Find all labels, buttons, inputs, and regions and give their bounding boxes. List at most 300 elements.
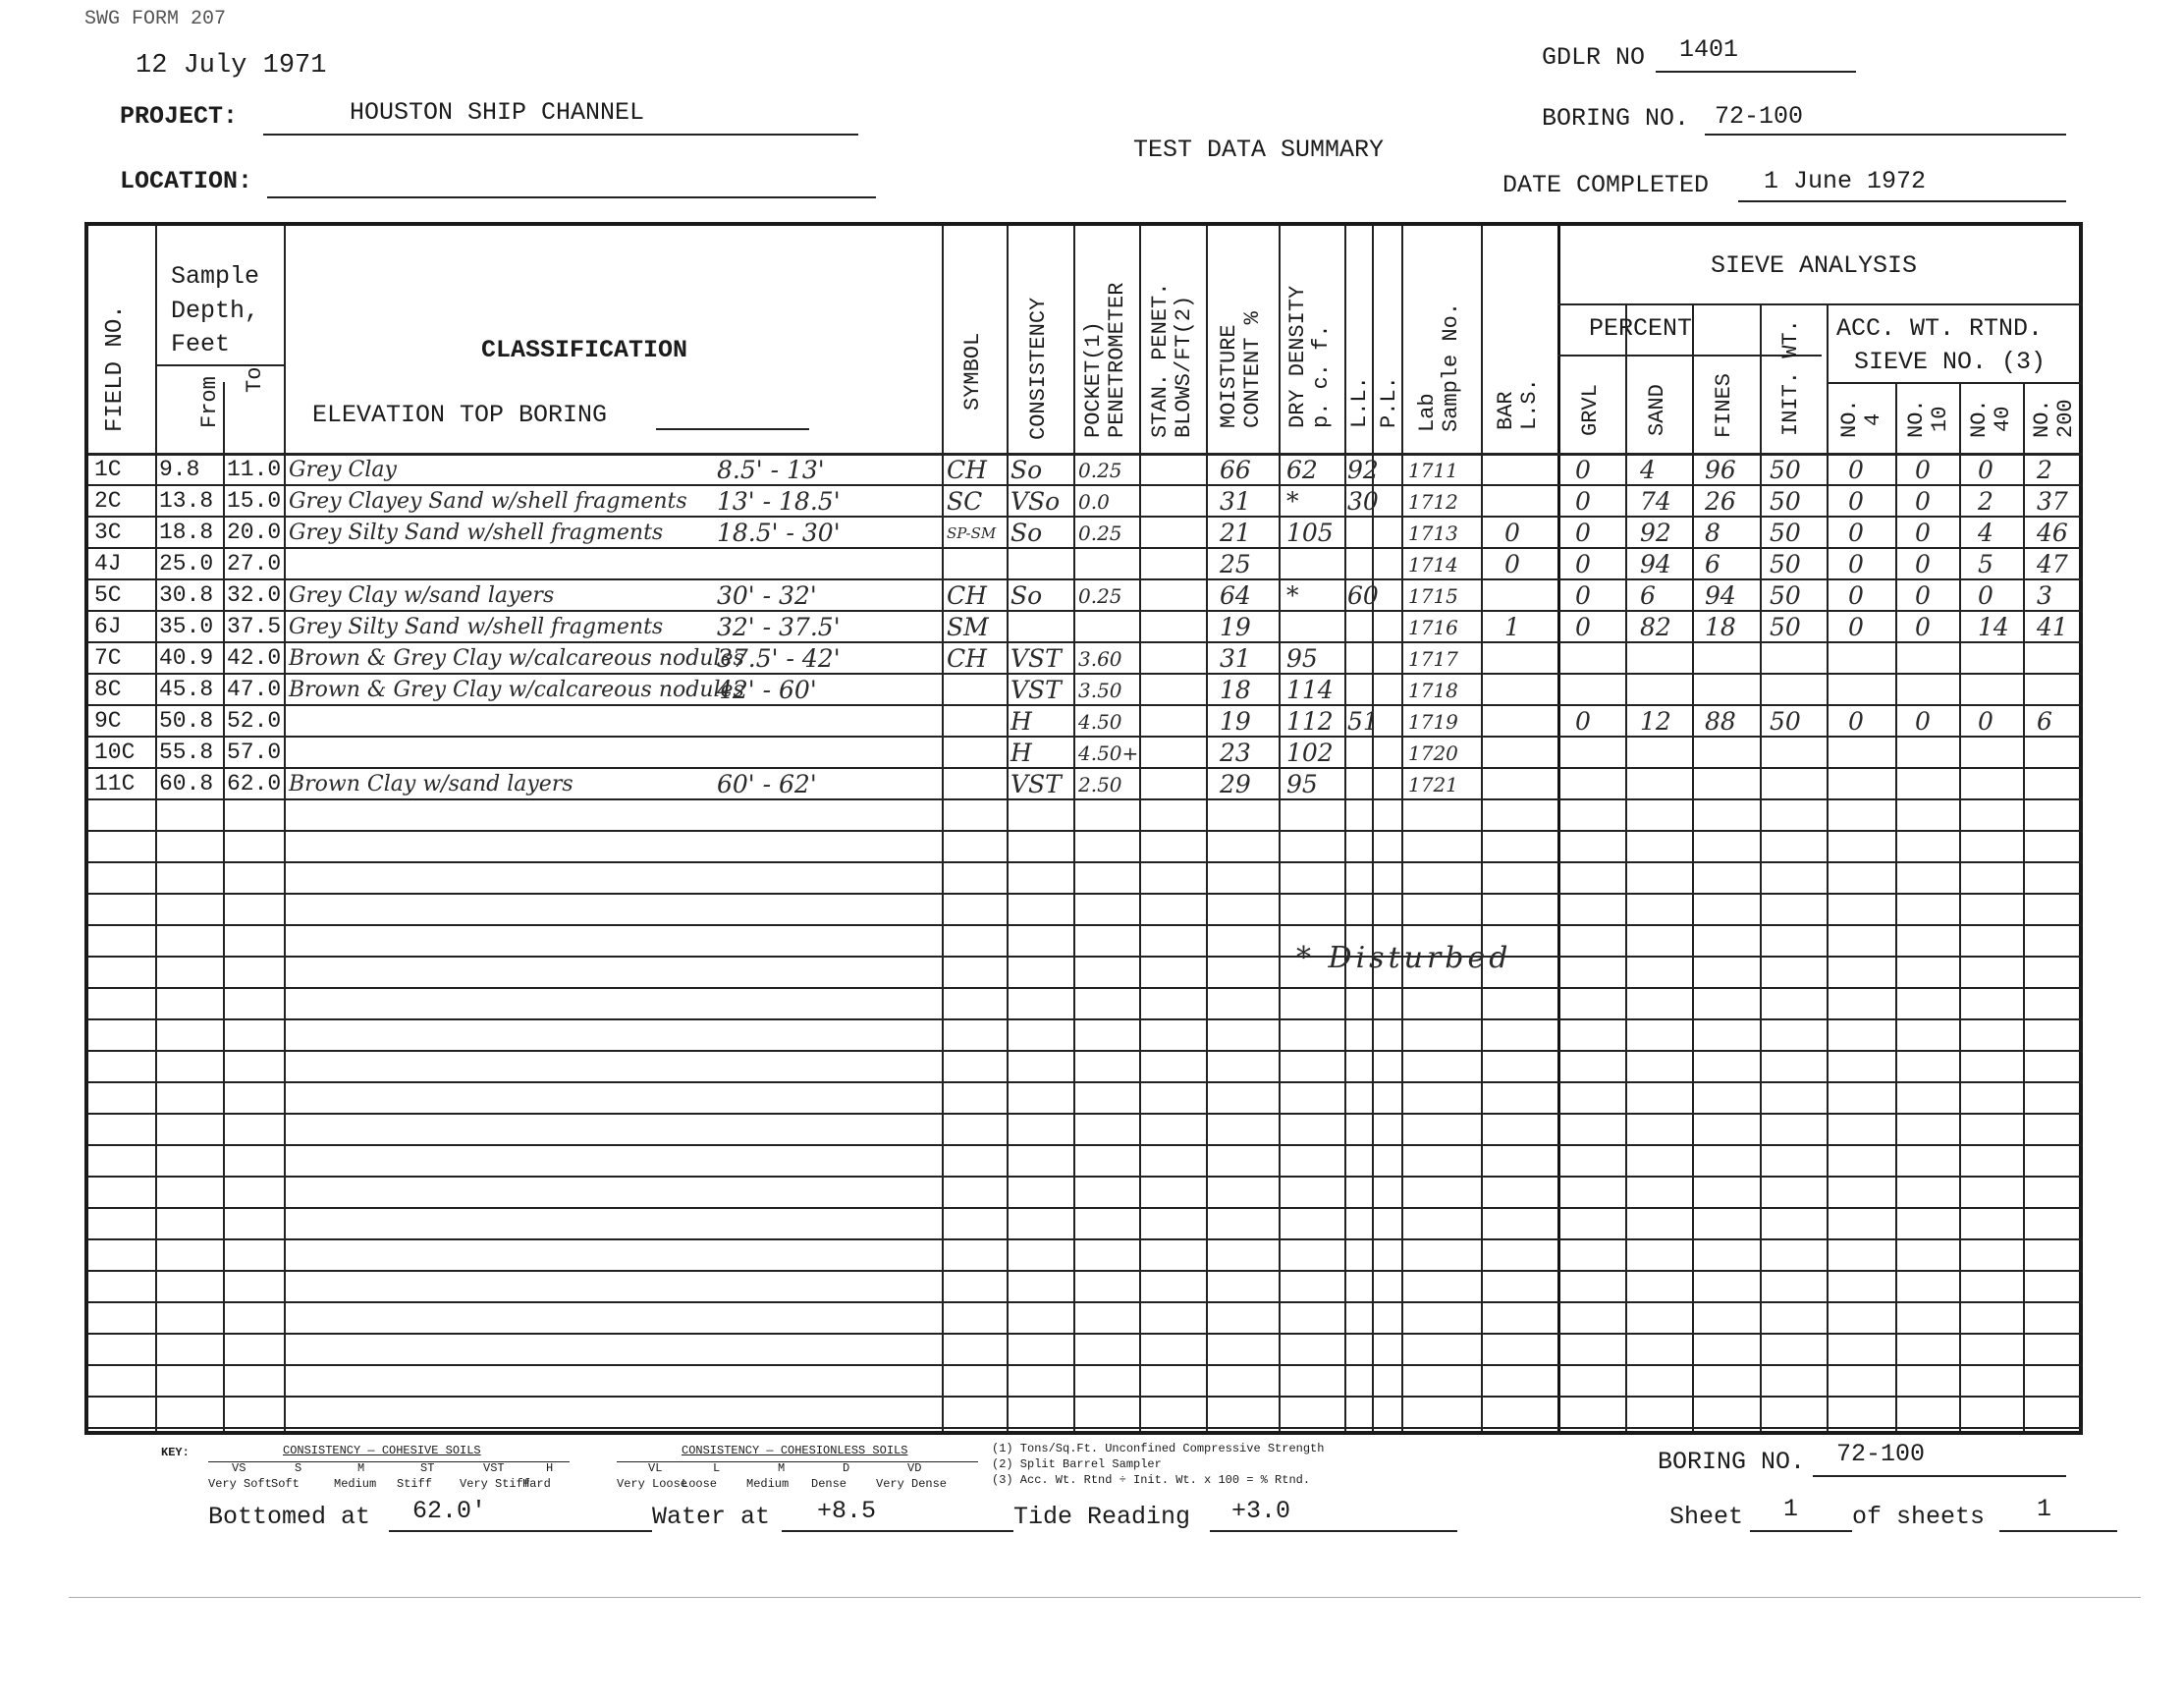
header-classification: CLASSIFICATION — [481, 336, 688, 364]
col-divider — [284, 226, 286, 1431]
cell-n10: 0 — [1915, 550, 1931, 578]
cell-n4: 0 — [1848, 456, 1864, 484]
cell-class: Grey Silty Sand w/shell fragments — [289, 521, 664, 545]
note-1: (1) Tons/Sq.Ft. Unconfined Compressive Strength — [992, 1442, 1325, 1455]
header-line — [1827, 382, 2083, 384]
header-field-no: FIELD NO. — [102, 304, 129, 432]
cell-n10: 0 — [1915, 581, 1931, 610]
header-ll: L.L. — [1347, 376, 1372, 428]
header-acc-wt: ACC. WT. RTND. — [1836, 314, 2044, 343]
cell-field: 8C — [94, 677, 122, 702]
header-bar: BAR — [1494, 391, 1518, 430]
cell-moist: 64 — [1220, 581, 1251, 610]
cell-grvl: 0 — [1575, 456, 1591, 484]
cell-class: Grey Clay — [289, 458, 397, 482]
cohesionless-name-1: Loose — [682, 1477, 718, 1491]
cell-field: 10C — [94, 740, 136, 765]
row-line — [88, 1018, 2083, 1020]
col-divider — [223, 382, 225, 1431]
header-from: From — [197, 376, 222, 428]
cohesionless-abbr-2: M — [778, 1461, 786, 1475]
cell-symbol: CH — [947, 456, 987, 484]
cell-n10: 0 — [1915, 707, 1931, 736]
water-underline — [782, 1530, 1013, 1532]
cell-dry: 95 — [1286, 644, 1318, 673]
cell-grvl: 0 — [1575, 581, 1591, 610]
gdlr-label: GDLR NO — [1542, 43, 1646, 72]
cell-sand: 92 — [1640, 519, 1671, 547]
cell-field: 2C — [94, 488, 122, 514]
boring-value: 72-100 — [1715, 102, 1804, 131]
cell-n10: 0 — [1915, 613, 1931, 641]
row-line — [88, 1427, 2083, 1429]
cell-from: 40.9 — [159, 645, 214, 671]
cell-from: 30.8 — [159, 582, 214, 608]
cell-fines: 94 — [1705, 581, 1736, 610]
date-label: DATE COMPLETED — [1502, 171, 1710, 199]
cell-dry: 62 — [1286, 456, 1318, 484]
cell-dry: 114 — [1286, 676, 1334, 704]
cell-dry: 102 — [1286, 739, 1334, 767]
col-divider — [1139, 226, 1141, 1431]
footer-boring-underline — [1813, 1475, 2066, 1477]
row-line — [88, 1333, 2083, 1335]
cell-range: 13' - 18.5' — [717, 487, 841, 516]
cohesive-abbr-4: VST — [483, 1461, 505, 1475]
footer-boring-value: 72-100 — [1836, 1440, 1926, 1468]
cell-sand: 4 — [1640, 456, 1656, 484]
project-label: PROJECT: — [120, 102, 239, 131]
cell-moist: 19 — [1220, 613, 1251, 641]
cohesionless-line — [617, 1461, 978, 1462]
cell-pocket: 0.25 — [1078, 459, 1122, 482]
header-no40-b: 40 — [1991, 406, 2015, 432]
row-line — [88, 1144, 2083, 1146]
cell-class: Brown & Grey Clay w/calcareous nodules — [289, 678, 744, 702]
cohesionless-name-0: Very Loose — [617, 1477, 688, 1491]
location-label: LOCATION: — [120, 167, 253, 195]
cell-from: 55.8 — [159, 740, 214, 765]
col-divider — [1401, 226, 1403, 1431]
cell-moist: 18 — [1220, 676, 1251, 704]
cell-from: 45.8 — [159, 677, 214, 702]
cell-n40: 14 — [1978, 613, 2009, 641]
project-value: HOUSTON SHIP CHANNEL — [350, 98, 645, 127]
cell-pocket: 4.50 — [1078, 710, 1122, 734]
cell-from: 13.8 — [159, 488, 214, 514]
row-line — [88, 893, 2083, 895]
cell-lab: 1718 — [1408, 679, 1458, 702]
cell-lab: 1714 — [1408, 553, 1458, 576]
cell-to: 27.0 — [227, 551, 282, 576]
cell-sand: 82 — [1640, 613, 1671, 641]
cell-n200: 47 — [2037, 550, 2068, 578]
cell-from: 9.8 — [159, 457, 200, 482]
disturbed-note: * Disturbed — [1296, 941, 1512, 975]
cell-bar: 0 — [1504, 519, 1520, 547]
cell-field: 5C — [94, 582, 122, 608]
cell-init: 50 — [1770, 519, 1801, 547]
of-sheets-value: 1 — [2037, 1495, 2052, 1523]
cell-n200: 3 — [2037, 581, 2052, 610]
cell-lab: 1715 — [1408, 584, 1458, 608]
cell-n200: 2 — [2037, 456, 2052, 484]
cell-sand: 94 — [1640, 550, 1671, 578]
row-line — [88, 1176, 2083, 1178]
header-ls: L.S. — [1517, 378, 1542, 430]
cell-field: 11C — [94, 771, 136, 796]
tide-value: +3.0 — [1231, 1497, 1291, 1525]
cell-symbol: SC — [947, 487, 983, 516]
header-pl: P.L. — [1377, 376, 1401, 428]
cell-cons: So — [1010, 581, 1043, 610]
cell-field: 6J — [94, 614, 122, 639]
cell-fines: 8 — [1705, 519, 1720, 547]
row-line — [88, 924, 2083, 926]
cell-class: Brown Clay w/sand layers — [289, 772, 573, 796]
cell-init: 50 — [1770, 707, 1801, 736]
cell-pocket: 0.25 — [1078, 584, 1122, 608]
cell-class: Grey Clay w/sand layers — [289, 583, 555, 608]
cell-n4: 0 — [1848, 550, 1864, 578]
col-divider — [1895, 382, 1897, 1431]
col-divider — [942, 226, 944, 1431]
col-divider — [1827, 303, 1829, 1431]
sheet-value: 1 — [1783, 1495, 1799, 1523]
cell-pocket: 3.60 — [1078, 647, 1122, 671]
cell-fines: 96 — [1705, 456, 1736, 484]
header-content: CONTENT % — [1240, 311, 1265, 428]
cell-class: Grey Clayey Sand w/shell fragments — [289, 489, 687, 514]
cohesive-abbr-3: ST — [420, 1461, 435, 1475]
cell-init: 50 — [1770, 456, 1801, 484]
cell-init: 50 — [1770, 613, 1801, 641]
header-no10-b: 10 — [1928, 406, 1952, 432]
cell-grvl: 0 — [1575, 707, 1591, 736]
header-to: To — [243, 366, 267, 393]
col-divider — [1279, 226, 1281, 1431]
cell-n4: 0 — [1848, 487, 1864, 516]
location-underline — [267, 196, 876, 198]
cell-symbol: SM — [947, 613, 989, 641]
header-moisture: MOISTURE — [1217, 324, 1241, 428]
header-blows: BLOWS/FT(2) — [1172, 295, 1196, 438]
cell-cons: VSo — [1010, 487, 1061, 516]
cell-fines: 18 — [1705, 613, 1736, 641]
cohesionless-name-2: Medium — [746, 1477, 790, 1491]
cell-pocket: 3.50 — [1078, 679, 1122, 702]
cell-range: 30' - 32' — [717, 581, 817, 610]
cell-to: 15.0 — [227, 488, 282, 514]
header-sieve-analysis: SIEVE ANALYSIS — [1711, 251, 1918, 280]
cell-ll: 30 — [1347, 487, 1379, 516]
row-line — [88, 1050, 2083, 1052]
cell-from: 60.8 — [159, 771, 214, 796]
cell-cons: So — [1010, 519, 1043, 547]
header-stan-penet: STAN. PENET. — [1148, 282, 1173, 438]
cell-lab: 1719 — [1408, 710, 1458, 734]
col-divider — [1007, 226, 1009, 1431]
cell-n40: 5 — [1978, 550, 1993, 578]
cell-symbol: SP-SM — [947, 524, 997, 542]
cell-init: 50 — [1770, 581, 1801, 610]
header-feet: Feet — [171, 330, 231, 358]
cell-grvl: 0 — [1575, 519, 1591, 547]
cell-sand: 6 — [1640, 581, 1656, 610]
cell-field: 7C — [94, 645, 122, 671]
header-no10-a: NO. — [1904, 399, 1929, 438]
cell-from: 35.0 — [159, 614, 214, 639]
cohesive-name-2: Medium — [334, 1477, 377, 1491]
cell-n200: 37 — [2037, 487, 2068, 516]
cell-grvl: 0 — [1575, 487, 1591, 516]
cell-dry: * — [1286, 487, 1299, 516]
cell-dry: * — [1286, 581, 1299, 610]
cell-n200: 41 — [2037, 613, 2068, 641]
boring-underline — [1705, 134, 2066, 136]
cell-n40: 0 — [1978, 456, 1993, 484]
cell-dry: 112 — [1286, 707, 1334, 736]
header-lab: Lab — [1415, 393, 1440, 432]
cell-moist: 23 — [1220, 739, 1251, 767]
cell-n4: 0 — [1848, 613, 1864, 641]
cell-n4: 0 — [1848, 581, 1864, 610]
col-divider — [155, 226, 157, 1431]
col-divider — [1372, 226, 1374, 1431]
cell-init: 50 — [1770, 487, 1801, 516]
project-underline — [263, 134, 858, 136]
row-line — [88, 1113, 2083, 1115]
header-no4-a: NO. — [1837, 399, 1862, 438]
key-label: KEY: — [161, 1446, 190, 1459]
col-divider — [1760, 303, 1762, 1431]
boring-label: BORING NO. — [1542, 104, 1690, 133]
cell-cons: So — [1010, 456, 1043, 484]
header-fines: FINES — [1712, 372, 1736, 438]
cohesive-name-3: Stiff — [397, 1477, 433, 1491]
row-line — [88, 956, 2083, 958]
row-line — [88, 1301, 2083, 1303]
note-3: (3) Acc. Wt. Rtnd ÷ Init. Wt. x 100 = % Rtnd. — [992, 1473, 1311, 1487]
cell-to: 62.0 — [227, 771, 282, 796]
row-line — [88, 1270, 2083, 1272]
cohesive-abbr-2: M — [357, 1461, 365, 1475]
header-sieve-no: SIEVE NO. (3) — [1854, 348, 2047, 376]
cohesionless-name-4: Very Dense — [876, 1477, 948, 1491]
date-underline — [1738, 200, 2066, 202]
cell-n200: 46 — [2037, 519, 2068, 547]
cell-grvl: 0 — [1575, 550, 1591, 578]
cell-moist: 29 — [1220, 770, 1251, 798]
cohesionless-abbr-4: VD — [907, 1461, 922, 1475]
of-sheets-label: of sheets — [1852, 1503, 1986, 1531]
row-line — [88, 1207, 2083, 1209]
note-2: (2) Split Barrel Sampler — [992, 1457, 1162, 1471]
cell-to: 32.0 — [227, 582, 282, 608]
cell-to: 37.5 — [227, 614, 282, 639]
cell-dry: 105 — [1286, 519, 1334, 547]
cell-range: 18.5' - 30' — [717, 519, 841, 547]
col-divider — [1692, 303, 1694, 1431]
cell-range: 8.5' - 13' — [717, 456, 825, 484]
cell-n10: 0 — [1915, 519, 1931, 547]
cell-pocket: 0.0 — [1078, 490, 1110, 514]
row-line — [88, 1396, 2083, 1398]
footer-boring-label: BORING NO. — [1658, 1448, 1806, 1476]
cohesive-line — [208, 1461, 570, 1462]
cell-symbol: CH — [947, 581, 987, 610]
cohesionless-abbr-3: D — [843, 1461, 850, 1475]
cohesive-abbr-5: H — [546, 1461, 554, 1475]
header-line — [1557, 303, 2083, 305]
cell-dry: 95 — [1286, 770, 1318, 798]
col-divider — [1073, 226, 1075, 1431]
cell-fines: 26 — [1705, 487, 1736, 516]
col-divider — [2023, 382, 2025, 1431]
cohesionless-abbr-1: L — [713, 1461, 721, 1475]
header-no200-a: NO. — [2030, 399, 2054, 438]
cell-moist: 19 — [1220, 707, 1251, 736]
header-consistency: CONSISTENCY — [1026, 297, 1051, 440]
cohesive-abbr-1: S — [295, 1461, 302, 1475]
cell-moist: 25 — [1220, 550, 1251, 578]
cell-pocket: 0.25 — [1078, 521, 1122, 545]
cell-symbol: CH — [947, 644, 987, 673]
cohesive-name-5: Hard — [522, 1477, 551, 1491]
cell-class: Grey Silty Sand w/shell fragments — [289, 615, 664, 639]
test-data-table — [84, 222, 2083, 1435]
cell-range: 37.5' - 42' — [717, 644, 841, 673]
cell-lab: 1711 — [1408, 459, 1458, 482]
cell-lab: 1720 — [1408, 741, 1458, 765]
cell-class: Brown & Grey Clay w/calcareous nodules — [289, 646, 744, 671]
col-divider — [1959, 382, 1961, 1431]
header-penetrometer: PENETROMETER — [1105, 282, 1129, 438]
cell-moist: 21 — [1220, 519, 1251, 547]
sheet-underline — [1750, 1530, 1852, 1532]
cell-bar: 0 — [1504, 550, 1520, 578]
cell-moist: 31 — [1220, 644, 1251, 673]
cell-n40: 0 — [1978, 581, 1993, 610]
cell-to: 42.0 — [227, 645, 282, 671]
cell-range: 32' - 37.5' — [717, 613, 841, 641]
cell-init: 50 — [1770, 550, 1801, 578]
cell-to: 47.0 — [227, 677, 282, 702]
header-pcf: p. c. f. — [1309, 324, 1334, 428]
cell-lab: 1713 — [1408, 521, 1458, 545]
cell-field: 9C — [94, 708, 122, 734]
row-line — [88, 987, 2083, 989]
cohesionless-abbr-0: VL — [648, 1461, 663, 1475]
header-percent: PERCENT — [1589, 314, 1693, 343]
header-elevation: ELEVATION TOP BORING — [312, 401, 608, 429]
cell-cons: H — [1010, 707, 1032, 736]
cell-field: 3C — [94, 520, 122, 545]
form-id: SWG FORM 207 — [84, 8, 227, 30]
header-pocket: POCKET(1) — [1081, 321, 1106, 438]
cell-n40: 4 — [1978, 519, 1993, 547]
cell-from: 50.8 — [159, 708, 214, 734]
water-label: Water at — [652, 1503, 771, 1531]
header-depth: Depth, — [171, 297, 260, 325]
header-no4-b: 4 — [1861, 412, 1885, 426]
cell-range: 42' - 60' — [717, 676, 817, 704]
cell-cons: VST — [1010, 770, 1062, 798]
tide-underline — [1210, 1530, 1457, 1532]
cell-fines: 88 — [1705, 707, 1736, 736]
row-line — [88, 830, 2083, 832]
row-line — [88, 861, 2083, 863]
row-line — [88, 1081, 2083, 1083]
cell-ll: 51 — [1347, 707, 1379, 736]
header-sample-no: Sample No. — [1439, 302, 1463, 432]
cell-n40: 2 — [1978, 487, 1993, 516]
row-line — [88, 1238, 2083, 1240]
cell-n200: 6 — [2037, 707, 2052, 736]
cell-field: 4J — [94, 551, 122, 576]
cell-from: 18.8 — [159, 520, 214, 545]
header-no200-b: 200 — [2053, 399, 2078, 438]
gdlr-value: 1401 — [1679, 35, 1739, 64]
cell-to: 52.0 — [227, 708, 282, 734]
header-sample: Sample — [171, 262, 260, 291]
date-value: 1 June 1972 — [1764, 167, 1927, 195]
cell-n10: 0 — [1915, 456, 1931, 484]
col-divider — [1344, 226, 1346, 1431]
cell-fines: 6 — [1705, 550, 1720, 578]
cell-from: 25.0 — [159, 551, 214, 576]
header-symbol: SYMBOL — [960, 332, 985, 411]
cell-n4: 0 — [1848, 519, 1864, 547]
cohesive-name-4: Very Stiff — [460, 1477, 531, 1491]
cohesive-abbr-0: VS — [232, 1461, 246, 1475]
gdlr-underline — [1656, 71, 1856, 73]
bottomed-label: Bottomed at — [208, 1503, 371, 1531]
cell-ll: 92 — [1347, 456, 1379, 484]
cell-n10: 0 — [1915, 487, 1931, 516]
cohesive-name-1: Soft — [271, 1477, 300, 1491]
form-date: 12 July 1971 — [136, 51, 327, 81]
cell-lab: 1716 — [1408, 616, 1458, 639]
cell-moist: 31 — [1220, 487, 1251, 516]
cell-pocket: 4.50+ — [1078, 741, 1139, 765]
of-sheets-underline — [1999, 1530, 2117, 1532]
bottomed-underline — [389, 1530, 652, 1532]
elevation-underline — [656, 428, 809, 430]
cell-sand: 12 — [1640, 707, 1671, 736]
col-divider — [1206, 226, 1208, 1431]
header-no40-a: NO. — [1967, 399, 1992, 438]
cell-range: 60' - 62' — [717, 770, 817, 798]
col-divider — [1481, 226, 1483, 1431]
cohesionless-title: CONSISTENCY — COHESIONLESS SOILS — [682, 1444, 908, 1457]
cell-pocket: 2.50 — [1078, 773, 1122, 796]
header-grvl: GRVL — [1578, 384, 1603, 436]
cell-field: 1C — [94, 457, 122, 482]
header-dry-density: DRY DENSITY — [1285, 285, 1310, 428]
page-edge — [69, 1597, 2141, 1598]
row-line — [88, 1364, 2083, 1366]
water-value: +8.5 — [817, 1497, 877, 1525]
cell-grvl: 0 — [1575, 613, 1591, 641]
cell-cons: H — [1010, 739, 1032, 767]
cell-lab: 1721 — [1408, 773, 1458, 796]
header-init-wt: INIT. WT. — [1778, 319, 1803, 436]
cell-n40: 0 — [1978, 707, 1993, 736]
col-divider — [1557, 226, 1560, 1431]
cell-moist: 66 — [1220, 456, 1251, 484]
tide-label: Tide Reading — [1013, 1503, 1191, 1531]
